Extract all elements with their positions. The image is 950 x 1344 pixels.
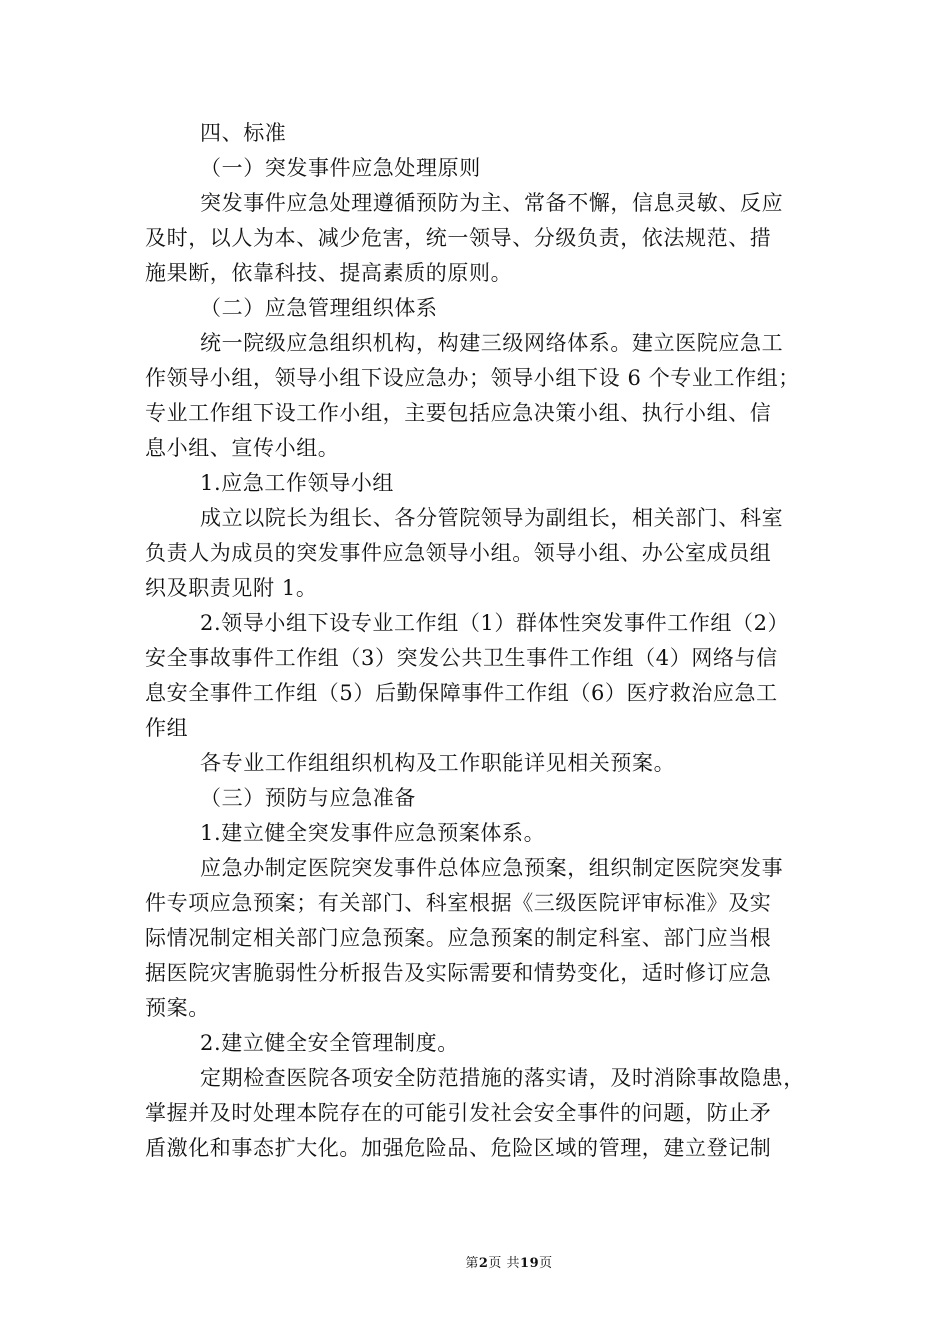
text-line: 及时，以人为本、减少危害，统一领导、分级负责，依法规范、措 bbox=[145, 226, 772, 250]
text-line: 息小组、宣传小组。 bbox=[145, 436, 340, 460]
text-line: 作组 bbox=[145, 716, 189, 740]
text-line: 施果断，依靠科技、提高素质的原则。 bbox=[145, 261, 513, 285]
text-line: 应急办制定医院突发事件总体应急预案，组织制定医院突发事 bbox=[200, 856, 784, 880]
text-line: 1.建立健全突发事件应急预案体系。 bbox=[200, 821, 546, 845]
text-line: 2.建立健全安全管理制度。 bbox=[200, 1031, 459, 1055]
document-body bbox=[145, 116, 825, 1166]
text-line: 织及职责见附 1。 bbox=[145, 576, 318, 600]
text-line: 专业工作组下设工作小组，主要包括应急决策小组、执行小组、信 bbox=[145, 401, 772, 425]
page-footer bbox=[0, 1252, 950, 1271]
text-line: （二）应急管理组织体系 bbox=[200, 296, 438, 320]
text-line: 统一院级应急组织机构，构建三级网络体系。建立医院应急工 bbox=[200, 331, 784, 355]
text-line: 2.领导小组下设专业工作组（1）群体性突发事件工作组（2） bbox=[200, 611, 790, 635]
text-line: 定期检查医院各项安全防范措施的落实请，及时消除事故隐患， bbox=[200, 1066, 805, 1090]
text-line: 盾激化和事态扩大化。加强危险品、危险区域的管理，建立登记制 bbox=[145, 1136, 772, 1160]
footer-suffix: 页 bbox=[539, 1256, 553, 1271]
text-line: 成立以院长为组长、各分管院领导为副组长，相关部门、科室 bbox=[200, 506, 784, 530]
text-line: 预案。 bbox=[145, 996, 210, 1020]
text-line: 作领导小组，领导小组下设应急办；领导小组下设 6 个专业工作组； bbox=[145, 366, 800, 390]
text-line: 1.应急工作领导小组 bbox=[200, 471, 395, 495]
total-pages-number: 19 bbox=[520, 1256, 540, 1271]
text-line: 据医院灾害脆弱性分析报告及实际需要和情势变化，适时修订应急 bbox=[145, 961, 772, 985]
footer-middle: 页 共 bbox=[488, 1256, 521, 1271]
text-line: （一）突发事件应急处理原则 bbox=[200, 156, 481, 180]
text-line: 掌握并及时处理本院存在的可能引发社会安全事件的问题，防止矛 bbox=[145, 1101, 772, 1125]
text-line: 际情况制定相关部门应急预案。应急预案的制定科室、部门应当根 bbox=[145, 926, 772, 950]
footer-prefix: 第 bbox=[465, 1256, 479, 1271]
current-page-number: 2 bbox=[478, 1256, 489, 1271]
text-line: 各专业工作组组织机构及工作职能详见相关预案。 bbox=[200, 751, 676, 775]
text-line: 负责人为成员的突发事件应急领导小组。领导小组、办公室成员组 bbox=[145, 541, 772, 565]
text-line: 四、标准 bbox=[200, 121, 287, 145]
text-line: 件专项应急预案；有关部门、科室根据《三级医院评审标准》及实 bbox=[145, 891, 772, 915]
text-line: 安全事故事件工作组（3）突发公共卫生事件工作组（4）网络与信 bbox=[145, 646, 778, 670]
text-line: 息安全事件工作组（5）后勤保障事件工作组（6）医疗救治应急工 bbox=[145, 681, 778, 705]
text-line: 突发事件应急处理遵循预防为主、常备不懈，信息灵敏、反应 bbox=[200, 191, 784, 215]
text-line: （三）预防与应急准备 bbox=[200, 786, 416, 810]
